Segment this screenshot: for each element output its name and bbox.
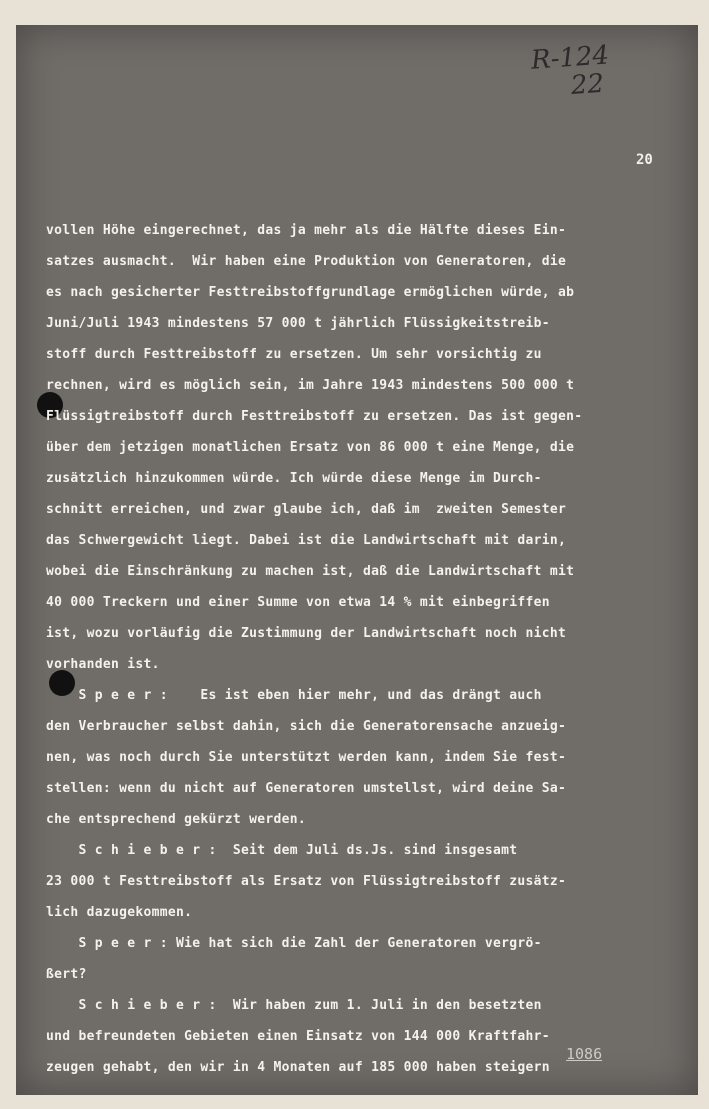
text-line: das Schwergewicht liegt. Dabei ist die Landwirtschaft mit darin, [46, 533, 567, 548]
text-line: S c h i e b e r : Seit dem Juli ds.Js. sind insgesamt [46, 843, 518, 858]
text-line: S p e e r : Es ist eben hier mehr, und das drängt auch [46, 688, 542, 703]
text-line: und befreundeten Gebieten einen Einsatz von 144 000 Kraftfahr- [46, 1029, 550, 1044]
text-line: Juni/Juli 1943 mindestens 57 000 t jährlich Flüssigkeitstreib- [46, 316, 550, 331]
text-line: vollen Höhe eingerechnet, das ja mehr als die Hälfte dieses Ein- [46, 223, 567, 238]
body-text [46, 215, 666, 1083]
text-line: lich dazugekommen. [46, 905, 193, 920]
text-line: es nach gesicherter Festtreibstoffgrundlage ermöglichen würde, ab [46, 285, 575, 300]
text-line: ist, wozu vorläufig die Zustimmung der Landwirtschaft noch nicht [46, 626, 567, 641]
text-line: über dem jetzigen monatlichen Ersatz von 86 000 t eine Menge, die [46, 440, 575, 455]
archive-mark-number: 22 [569, 68, 606, 101]
document-number: 1086 [566, 1045, 603, 1063]
text-line: zusätzlich hinzukommen würde. Ich würde diese Menge im Durch- [46, 471, 542, 486]
archive-mark-code: R-124 [530, 40, 610, 76]
text-line: den Verbraucher selbst dahin, sich die Generatorensache anzueig- [46, 719, 567, 734]
text-line: Flüssigtreibstoff durch Festtreibstoff zu ersetzen. Das ist gegen- [46, 409, 583, 424]
text-line: nen, was noch durch Sie unterstützt werden kann, indem Sie fest- [46, 750, 567, 765]
text-line: schnitt erreichen, und zwar glaube ich, daß im zweiten Semester [46, 502, 567, 517]
archive-mark [530, 41, 612, 102]
text-line: stoff durch Festtreibstoff zu ersetzen. Um sehr vorsichtig zu [46, 347, 542, 362]
text-line: S p e e r : Wie hat sich die Zahl der Generatoren vergrö- [46, 936, 542, 951]
text-line: satzes ausmacht. Wir haben eine Produktion von Generatoren, die [46, 254, 567, 269]
text-line: che entsprechend gekürzt werden. [46, 812, 307, 827]
text-line: S c h i e b e r : Wir haben zum 1. Juli in den besetzten [46, 998, 542, 1013]
text-line: wobei die Einschränkung zu machen ist, daß die Landwirtschaft mit [46, 564, 575, 579]
text-line: ßert? [46, 967, 87, 982]
text-line: 23 000 t Festtreibstoff als Ersatz von Flüssigtreibstoff zusätz- [46, 874, 567, 889]
text-line: zeugen gehabt, den wir in 4 Monaten auf 185 000 haben steigern [46, 1060, 550, 1075]
text-line: stellen: wenn du nicht auf Generatoren umstellst, wird deine Sa- [46, 781, 567, 796]
text-line: 40 000 Treckern und einer Summe von etwa 14 % mit einbegriffen [46, 595, 550, 610]
text-line: vorhanden ist. [46, 657, 160, 672]
text-line: rechnen, wird es möglich sein, im Jahre 1943 mindestens 500 000 t [46, 378, 575, 393]
page-number: 20 [636, 152, 653, 168]
